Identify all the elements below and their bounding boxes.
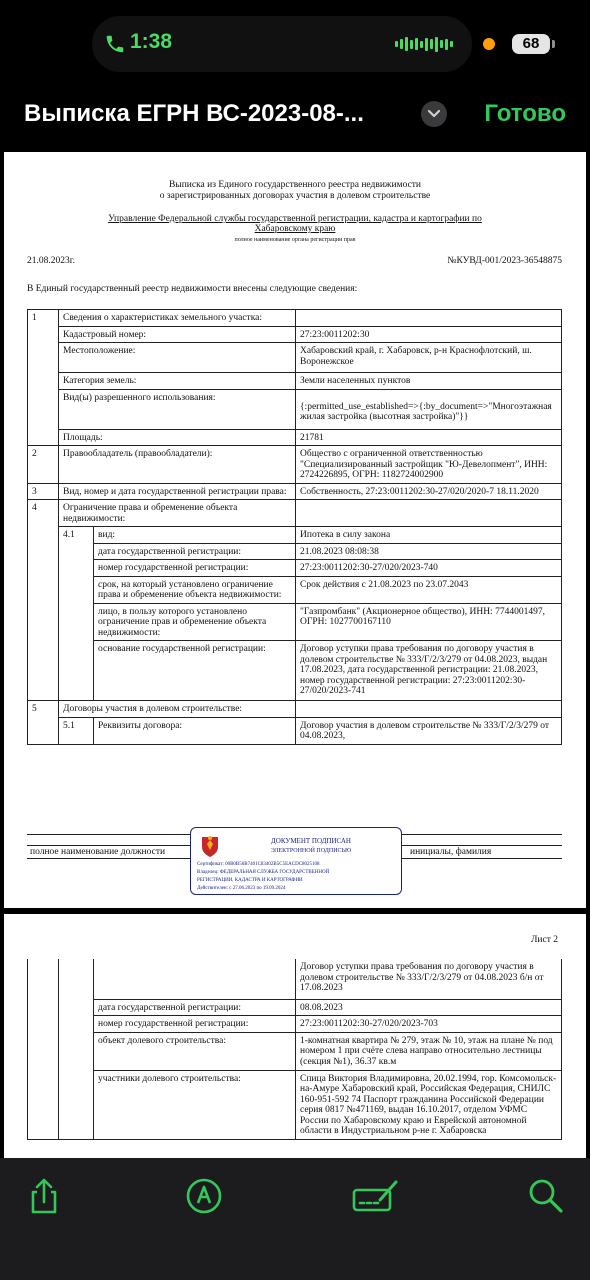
row-label: дата государственной регистрации: [94, 543, 296, 560]
authority-line1: Управление Федеральной службы государственной регистрации, кадастра и картографии по [108, 214, 482, 224]
table-row [28, 1016, 562, 1033]
clock: 1:38 [130, 30, 173, 53]
extract-heading-line2: о зарегистрированных договорах участия в долевом строительстве [159, 191, 431, 201]
extract-heading-line1: Выписка из Единого государственного реестра недвижимости [168, 180, 422, 190]
table-row [28, 429, 562, 446]
row-value: Договор уступки права требования по договору участия в долевом строительстве № 333/Г/2/3/279 от 04.08.2023, выдан 17.08.2023, дата государственной регистрации: 21.08.2023, номер государственной регистрации: 27:23:0011202:30-27/020/2023-741 [296, 641, 562, 701]
document-page-2[interactable] [4, 914, 586, 1158]
table-row [28, 999, 562, 1016]
viewer-header [0, 90, 590, 152]
row-number: 4 [28, 500, 59, 701]
authority-caption: полное наименование органа регистрации прав [234, 237, 356, 243]
extract-date: 21.08.2023г. [27, 256, 75, 266]
row-value: Земли населенных пунктов [296, 373, 562, 390]
egrn-table-continued [27, 959, 562, 1140]
table-row [28, 373, 562, 390]
table-row [28, 1070, 562, 1139]
table-row [28, 446, 562, 484]
row-value: 27:23:0011202:30 [296, 326, 562, 343]
table-row [28, 389, 562, 429]
row-number: 4.1 [59, 527, 94, 701]
table-row [28, 1032, 562, 1070]
markup-icon[interactable] [184, 1176, 224, 1216]
row-label: вид: [94, 527, 296, 544]
battery-tip [552, 40, 555, 48]
stamp-certificate: Сертификат: 00B0B56B7401C83402B5C5EACDC8025108 [197, 862, 320, 867]
table-row [28, 543, 562, 560]
row-number: 5.1 [59, 717, 94, 744]
row-label: Кадастровый номер: [59, 326, 296, 343]
battery-level: 68 [512, 34, 550, 54]
row-value: Договор участия в долевом строительстве № 333/Г/2/3/279 от 04.08.2023, [296, 717, 562, 744]
row-value: {:permitted_use_established=>{:by_document=>"Многоэтажная жилая застройка (высотная застройка)"}} [296, 389, 562, 429]
table-row [28, 483, 562, 500]
table-row [28, 343, 562, 373]
row-label: Реквизиты договора: [94, 717, 296, 744]
row-number: 2 [28, 446, 59, 484]
row-label: Категория земель: [59, 373, 296, 390]
authority-line2: Хабаровскому краю [254, 224, 336, 234]
status-bar [0, 0, 590, 90]
row-value: 08.08.2023 [296, 999, 562, 1016]
row-label: Правообладатель (правообладатели): [59, 446, 296, 484]
row-value: Хабаровский край, г. Хабаровск, р-н Краснофлотский, ш. Воронежское [296, 343, 562, 373]
row-number: 5 [28, 701, 59, 745]
row-number: 3 [28, 483, 59, 500]
row-label: Местоположение: [59, 343, 296, 373]
table-row [28, 326, 562, 343]
bottom-toolbar [0, 1158, 590, 1280]
table-row [28, 603, 562, 641]
electronic-signature-stamp [190, 827, 402, 895]
row-value: Собственность, 27:23:0011202:30-27/020/2020-7 18.11.2020 [296, 483, 562, 500]
row-label: Площадь: [59, 429, 296, 446]
done-button[interactable]: Готово [484, 100, 566, 127]
stamp-title: ДОКУМЕНТ ПОДПИСАН [271, 837, 351, 845]
table-row [28, 701, 562, 718]
row-label: номер государственной регистрации: [94, 560, 296, 577]
row-label: номер государственной регистрации: [94, 1016, 296, 1033]
signature-icon[interactable] [352, 1176, 400, 1216]
row-label: объект долевого строительства: [94, 1032, 296, 1070]
row-value: Ипотека в силу закона [296, 527, 562, 544]
row-number: 1 [28, 310, 59, 446]
row-value: 21781 [296, 429, 562, 446]
row-value: 1-комнатная квартира № 279, этаж № 10, этаж на плане № под номером 1 при счёте слева направо относительно лестницы (секция №1), 36.37 кв.м [296, 1032, 562, 1070]
phone-icon [104, 31, 126, 57]
row-label: Вид, номер и дата государственной регистрации права: [59, 483, 296, 500]
table-row [28, 310, 562, 327]
row-value: "Газпромбанк" (Акционерное общество), ИНН: 7744001497, ОГРН: 1027700167110 [296, 603, 562, 641]
title-menu-button[interactable] [421, 101, 447, 127]
document-page-1[interactable] [4, 152, 586, 908]
row-value: Договор уступки права требования по договору участия в долевом строительстве № 333/Г/2/3/279 от 04.08.2023 б/н от 17.08.2023 [296, 959, 562, 999]
microphone-indicator-icon [483, 38, 495, 50]
row-value: Срок действия с 21.08.2023 по 23.07.2043 [296, 576, 562, 603]
sheet-number: Лист 2 [530, 935, 558, 945]
row-value: Спица Виктория Владимировна, 20.02.1994, гор. Комсомольск-на-Амуре Хабаровский край, Российская Федерация, СНИЛС 160-951-592 74 Паспорт гражданина Российской Федерации серия 0817 №471169, выдан 16.10.2017, отделом УФМС России по Хабаровскому краю и Еврейской автономной области в Индустриальном р-не г. Хабаровска [296, 1070, 562, 1139]
extract-number: №КУВД-001/2023-36548875 [447, 256, 562, 266]
stamp-subtitle: ЭЛЕКТРОННОЙ ПОДПИСЬЮ [270, 848, 352, 854]
table-row [28, 500, 562, 527]
stamp-owner-line2: РЕГИСТРАЦИИ, КАДАСТРА И КАРТОГРАФИИ [197, 878, 303, 883]
stamp-owner-line1: Владелец: ФЕДЕРАЛЬНАЯ СЛУЖБА ГОСУДАРСТВЕННОЙ [197, 870, 330, 875]
position-label: полное наименование должности [27, 846, 187, 859]
row-value: Общество с ограниченной ответственностью "Специализированный застройщик "Ю-Девелопмент", ИНН: 2724226895, ОГРН: 1182724002900 [296, 446, 562, 484]
egrn-table [27, 309, 562, 745]
search-icon[interactable] [526, 1176, 566, 1216]
table-row [28, 560, 562, 577]
row-label: Сведения о характеристиках земельного участка: [59, 310, 296, 327]
stamp-validity: Действителен: с 27.06.2023 по 19.09.2024 [197, 886, 286, 891]
table-row [28, 717, 562, 744]
row-label: срок, на который установлено ограничение права и обременение объекта недвижимости: [94, 576, 296, 603]
coat-of-arms-icon [199, 834, 221, 858]
document-title[interactable]: Выписка ЕГРН ВС-2023-08-... [24, 100, 364, 127]
row-label: основание государственной регистрации: [94, 641, 296, 701]
audio-waveform-icon [395, 36, 453, 52]
row-value: 27:23:0011202:30-27/020/2023-703 [296, 1016, 562, 1033]
table-row [28, 576, 562, 603]
row-label: Ограничение права и обременение объекта недвижимости: [59, 500, 296, 527]
intro-text: В Единый государственный реестр недвижимости внесены следующие сведения: [27, 284, 358, 294]
row-value: 21.08.2023 08:08:38 [296, 543, 562, 560]
table-row [28, 641, 562, 701]
row-label: участники долевого строительства: [94, 1070, 296, 1139]
share-icon[interactable] [24, 1176, 64, 1216]
row-label: Вид(ы) разрешенного использования: [59, 389, 296, 429]
row-label: Договоры участия в долевом строительстве: [59, 701, 296, 718]
table-row [28, 959, 562, 999]
row-label: лицо, в пользу которого установлено ограничение прав и обременение объекта недвижимости: [94, 603, 296, 641]
name-label: инициалы, фамилия [382, 846, 562, 859]
row-value: 27:23:0011202:30-27/020/2023-740 [296, 560, 562, 577]
row-label: дата государственной регистрации: [94, 999, 296, 1016]
table-row [28, 527, 562, 544]
chevron-down-icon [427, 109, 441, 119]
